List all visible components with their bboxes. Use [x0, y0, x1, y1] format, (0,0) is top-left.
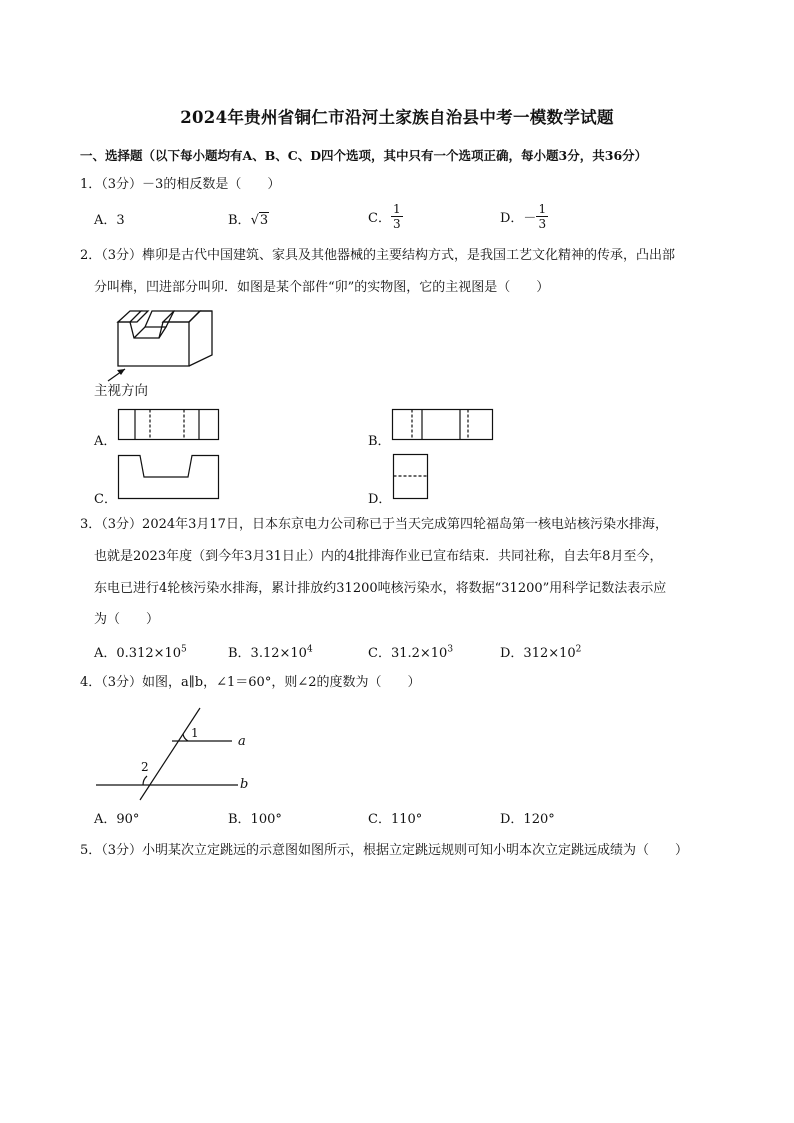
exponent: 3 — [447, 644, 454, 655]
question-5-stem: 5．（3分）小明某次立定跳远的示意图如图所示，根据立定跳远规则可知小明本次立定跳远成绩为（ ） — [80, 843, 689, 858]
fraction-numerator: 1 — [392, 202, 401, 216]
question-2-stem-line-1: 2．（3分）榫卯是古代中国建筑、家具及其他器械的主要结构方式，是我国工艺文化精神的传承，凸出部 — [80, 248, 676, 263]
sqrt-sign: √ — [250, 213, 259, 228]
q4-option-b: B．100° — [228, 812, 282, 827]
sqrt-radicand: 3 — [259, 213, 269, 228]
q2-option-c-label: C． — [94, 492, 117, 507]
q3-option-a — [94, 642, 187, 661]
q4-option-c: C．110° — [368, 812, 423, 827]
q2-option-d-figure — [393, 454, 429, 500]
mortise-3d-figure — [0, 0, 794, 520]
question-2-stem-line-2: 分叫榫，凹进部分叫卯．如图是某个部件“卯”的实物图，它的主视图是（ ） — [94, 280, 550, 295]
q4-option-a: A．90° — [94, 812, 140, 827]
q4-option-d: D．120° — [500, 812, 555, 827]
question-1-stem: 1．（3分）－3的相反数是（ ） — [80, 177, 281, 192]
question-3-line-4: 为（ ） — [94, 612, 160, 627]
line-a-label: a — [238, 734, 246, 749]
page-title: 2024年贵州省铜仁市沿河土家族自治县中考一模数学试题 — [180, 108, 614, 127]
section-heading: 一、选择题（以下每小题均有A、B、C、D四个选项，其中只有一个选项正确，每小题3分，共36分） — [80, 148, 648, 163]
q2-option-a-label: A． — [94, 434, 117, 449]
q1-option-d-label: D．－ — [500, 211, 537, 226]
q3-option-c-text: C．31.2×10 — [368, 646, 448, 661]
angle-1-label: 1 — [191, 726, 199, 740]
q2-option-b-figure — [392, 409, 494, 441]
q3-option-b — [228, 642, 313, 661]
exponent: 2 — [575, 644, 582, 655]
q3-option-d — [500, 642, 581, 661]
q1-option-b-label: B． — [228, 213, 251, 228]
q1-option-a: A．3 — [94, 213, 125, 228]
parallel-lines-figure — [0, 700, 794, 800]
q2-option-d-label: D． — [368, 492, 392, 507]
q3-option-b-text: B．3.12×10 — [228, 646, 307, 661]
question-4-stem: 4．（3分）如图，a∥b，∠1＝60°，则∠2的度数为（ ） — [80, 675, 421, 690]
q2-option-b-label: B． — [368, 434, 391, 449]
q3-option-d-text: D．312×10 — [500, 646, 576, 661]
fraction-denominator: 3 — [538, 217, 547, 231]
q3-option-c — [368, 642, 453, 661]
fraction-denominator: 3 — [392, 217, 401, 231]
question-3-line-1: 3．（3分）2024年3月17日，日本东京电力公司称已于当天完成第四轮福岛第一核电站核污染水排海， — [80, 517, 668, 532]
q2-option-a-figure — [118, 409, 220, 441]
exponent: 5 — [181, 644, 187, 655]
q2-option-c-figure — [118, 455, 220, 500]
angle-2-label: 2 — [141, 760, 149, 774]
line-b-label: b — [240, 777, 249, 792]
front-view-direction-label: 主视方向 — [94, 383, 148, 399]
exponent: 4 — [306, 644, 313, 655]
question-3-line-3: 东电已进行4轮核污染水排海，累计排放约31200吨核污染水，将数据“31200”用科学记数法表示应 — [94, 581, 667, 596]
fraction-numerator: 1 — [538, 202, 547, 216]
q1-option-c-label: C． — [368, 211, 391, 226]
question-3-line-2: 也就是2023年度（到今年3月31日止）内的4批排海作业已宣布结束．共同社称，自去年8月至今， — [94, 549, 663, 564]
q3-option-a-text: A．0.312×10 — [94, 646, 182, 661]
